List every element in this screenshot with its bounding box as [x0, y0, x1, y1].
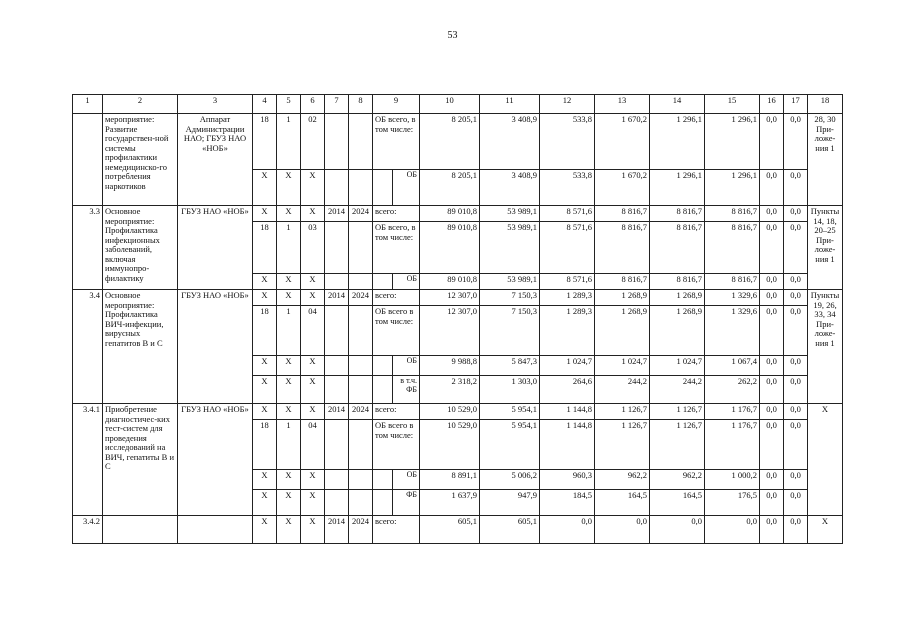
year-end-cell: [349, 490, 373, 516]
item-name: Основное мероприятие: Профилактика ВИЧ-инфекции, вирусных гепатитов В и С: [103, 290, 178, 404]
amount-cell: 53 989,1: [480, 222, 540, 274]
amount-cell: 1 126,7: [650, 420, 705, 470]
amount-cell: 8 571,6: [540, 274, 595, 290]
amount-cell: 89 010,8: [420, 206, 480, 222]
item-name: Приобретение диагностичес-ких тест-систем для проведения исследований на ВИЧ, гепатиты В и С: [103, 404, 178, 516]
funding-source-sub: в т.ч. ФБ: [393, 376, 420, 404]
funding-source-sub: ОБ: [393, 356, 420, 376]
amount-cell: 0,0: [760, 170, 784, 206]
code-cell: 18: [253, 114, 277, 170]
year-start-cell: [325, 222, 349, 274]
amount-cell: 1 289,3: [540, 306, 595, 356]
year-end-cell: [349, 420, 373, 470]
funding-source-indent: [373, 490, 393, 516]
code-cell: X: [301, 356, 325, 376]
year-start-cell: 2014: [325, 404, 349, 420]
amount-cell: 0,0: [784, 206, 808, 222]
amount-cell: 8 816,7: [705, 206, 760, 222]
code-cell: X: [301, 516, 325, 544]
amount-cell: 0,0: [784, 274, 808, 290]
amount-cell: 8 571,6: [540, 222, 595, 274]
code-cell: X: [253, 470, 277, 490]
amount-cell: 3 408,9: [480, 114, 540, 170]
amount-cell: 0,0: [784, 290, 808, 306]
funding-source-sub: ОБ: [393, 170, 420, 206]
header-cell: 4: [253, 95, 277, 114]
header-cell: 1: [73, 95, 103, 114]
code-cell: X: [253, 490, 277, 516]
amount-cell: 0,0: [760, 490, 784, 516]
header-cell: 13: [595, 95, 650, 114]
funding-source: ОБ всего, в том числе:: [373, 222, 420, 274]
amount-cell: 533,8: [540, 114, 595, 170]
item-name: [103, 516, 178, 544]
funding-source-indent: [373, 376, 393, 404]
code-cell: X: [301, 170, 325, 206]
item-executor: ГБУЗ НАО «НОБ»: [178, 206, 253, 290]
amount-cell: 0,0: [760, 114, 784, 170]
code-cell: X: [301, 490, 325, 516]
amount-cell: 264,6: [540, 376, 595, 404]
amount-cell: 0,0: [760, 306, 784, 356]
amount-cell: 1 126,7: [595, 420, 650, 470]
item-executor: [178, 516, 253, 544]
amount-cell: 1 289,3: [540, 290, 595, 306]
year-start-cell: [325, 114, 349, 170]
amount-cell: 164,5: [595, 490, 650, 516]
code-cell: X: [277, 274, 301, 290]
amount-cell: 1 637,9: [420, 490, 480, 516]
amount-cell: 0,0: [760, 274, 784, 290]
amount-cell: 1 067,4: [705, 356, 760, 376]
year-start-cell: [325, 490, 349, 516]
code-cell: X: [277, 470, 301, 490]
year-end-cell: [349, 222, 373, 274]
amount-cell: 0,0: [650, 516, 705, 544]
amount-cell: 0,0: [760, 290, 784, 306]
amount-cell: 0,0: [595, 516, 650, 544]
code-cell: X: [277, 356, 301, 376]
budget-table: [72, 94, 843, 544]
amount-cell: 0,0: [784, 420, 808, 470]
amount-cell: 0,0: [784, 306, 808, 356]
year-start-cell: [325, 274, 349, 290]
amount-cell: 0,0: [760, 516, 784, 544]
code-cell: X: [253, 356, 277, 376]
year-end-cell: [349, 170, 373, 206]
amount-cell: 1 024,7: [540, 356, 595, 376]
amount-cell: 2 318,2: [420, 376, 480, 404]
year-end-cell: [349, 356, 373, 376]
amount-cell: 0,0: [784, 516, 808, 544]
funding-source: ОБ всего, в том числе:: [373, 114, 420, 170]
amount-cell: 1 296,1: [650, 170, 705, 206]
amount-cell: 0,0: [784, 170, 808, 206]
item-note: X: [808, 404, 843, 516]
code-cell: X: [277, 516, 301, 544]
item-number: [73, 114, 103, 206]
code-cell: X: [301, 470, 325, 490]
amount-cell: 0,0: [760, 376, 784, 404]
funding-source-sub: ОБ: [393, 274, 420, 290]
amount-cell: 0,0: [784, 114, 808, 170]
amount-cell: 0,0: [784, 490, 808, 516]
code-cell: 1: [277, 114, 301, 170]
amount-cell: 176,5: [705, 490, 760, 516]
amount-cell: 1 296,1: [705, 170, 760, 206]
amount-cell: 1 268,9: [595, 290, 650, 306]
amount-cell: 0,0: [784, 470, 808, 490]
code-cell: X: [253, 404, 277, 420]
item-number: 3.4: [73, 290, 103, 404]
item-executor: ГБУЗ НАО «НОБ»: [178, 290, 253, 404]
amount-cell: 1 144,8: [540, 420, 595, 470]
amount-cell: 1 126,7: [650, 404, 705, 420]
amount-cell: 8 816,7: [595, 222, 650, 274]
code-cell: X: [277, 376, 301, 404]
amount-cell: 0,0: [540, 516, 595, 544]
amount-cell: 962,2: [595, 470, 650, 490]
page-number: 53: [447, 30, 458, 41]
amount-cell: 1 176,7: [705, 420, 760, 470]
amount-cell: 0,0: [784, 404, 808, 420]
item-name: мероприятие: Развитие государствен-ной системы профилактики немедицинско-го потребления наркотиков: [103, 114, 178, 206]
year-end-cell: 2024: [349, 290, 373, 306]
year-start-cell: [325, 170, 349, 206]
code-cell: X: [277, 404, 301, 420]
funding-source: всего:: [373, 516, 420, 544]
header-cell: 18: [808, 95, 843, 114]
item-number: 3.4.2: [73, 516, 103, 544]
code-cell: 02: [301, 114, 325, 170]
funding-source-sub: ОБ: [393, 470, 420, 490]
amount-cell: 7 150,3: [480, 290, 540, 306]
item-note: X: [808, 516, 843, 544]
amount-cell: 1 296,1: [650, 114, 705, 170]
item-number: 3.3: [73, 206, 103, 290]
amount-cell: 8 816,7: [705, 222, 760, 274]
year-start-cell: [325, 376, 349, 404]
amount-cell: 244,2: [650, 376, 705, 404]
code-cell: X: [253, 274, 277, 290]
amount-cell: 10 529,0: [420, 404, 480, 420]
amount-cell: 0,0: [784, 376, 808, 404]
year-start-cell: [325, 470, 349, 490]
amount-cell: 89 010,8: [420, 222, 480, 274]
funding-source-sub: ФБ: [393, 490, 420, 516]
amount-cell: 1 296,1: [705, 114, 760, 170]
amount-cell: 947,9: [480, 490, 540, 516]
amount-cell: 605,1: [480, 516, 540, 544]
code-cell: 18: [253, 222, 277, 274]
amount-cell: 8 816,7: [595, 206, 650, 222]
header-cell: 12: [540, 95, 595, 114]
table-row: [73, 290, 843, 306]
amount-cell: 3 408,9: [480, 170, 540, 206]
header-cell: 5: [277, 95, 301, 114]
amount-cell: 1 024,7: [595, 356, 650, 376]
year-start-cell: 2014: [325, 516, 349, 544]
code-cell: X: [301, 274, 325, 290]
item-executor: Аппарат Администрации НАО; ГБУЗ НАО «НОБ»: [178, 114, 253, 206]
amount-cell: 184,5: [540, 490, 595, 516]
year-start-cell: [325, 420, 349, 470]
code-cell: X: [277, 290, 301, 306]
amount-cell: 12 307,0: [420, 290, 480, 306]
header-cell: 16: [760, 95, 784, 114]
code-cell: X: [301, 376, 325, 404]
amount-cell: 0,0: [760, 404, 784, 420]
amount-cell: 5 954,1: [480, 404, 540, 420]
code-cell: X: [253, 206, 277, 222]
amount-cell: 0,0: [705, 516, 760, 544]
item-note: Пункты 14, 18, 20–25 При-ложе-ния 1: [808, 206, 843, 290]
code-cell: 1: [277, 306, 301, 356]
funding-source: ОБ всего в том числе:: [373, 420, 420, 470]
amount-cell: 0,0: [760, 470, 784, 490]
year-end-cell: [349, 376, 373, 404]
item-name: Основное мероприятие: Профилактика инфекционных заболеваний, включая иммунопро-филактику: [103, 206, 178, 290]
table-row: [73, 404, 843, 420]
funding-source: всего:: [373, 290, 420, 306]
code-cell: X: [301, 290, 325, 306]
item-note: Пункты 19, 26, 33, 34 При-ложе-ния 1: [808, 290, 843, 404]
amount-cell: 5 006,2: [480, 470, 540, 490]
table-row: [73, 114, 843, 170]
year-start-cell: [325, 306, 349, 356]
item-executor: ГБУЗ НАО «НОБ»: [178, 404, 253, 516]
code-cell: 18: [253, 306, 277, 356]
amount-cell: 1 670,2: [595, 114, 650, 170]
amount-cell: 53 989,1: [480, 206, 540, 222]
code-cell: X: [277, 170, 301, 206]
amount-cell: 0,0: [760, 356, 784, 376]
year-end-cell: [349, 114, 373, 170]
year-start-cell: 2014: [325, 290, 349, 306]
amount-cell: 9 988,8: [420, 356, 480, 376]
code-cell: X: [301, 404, 325, 420]
item-number: 3.4.1: [73, 404, 103, 516]
amount-cell: 7 150,3: [480, 306, 540, 356]
code-cell: 18: [253, 420, 277, 470]
amount-cell: 8 816,7: [650, 206, 705, 222]
amount-cell: 1 329,6: [705, 290, 760, 306]
amount-cell: 8 571,6: [540, 206, 595, 222]
amount-cell: 1 268,9: [650, 306, 705, 356]
header-cell: 7: [325, 95, 349, 114]
amount-cell: 1 000,2: [705, 470, 760, 490]
amount-cell: 8 816,7: [650, 274, 705, 290]
code-cell: X: [277, 490, 301, 516]
amount-cell: 0,0: [784, 356, 808, 376]
amount-cell: 8 816,7: [595, 274, 650, 290]
funding-source-indent: [373, 356, 393, 376]
code-cell: 04: [301, 306, 325, 356]
amount-cell: 8 205,1: [420, 170, 480, 206]
amount-cell: 8 205,1: [420, 114, 480, 170]
amount-cell: 1 268,9: [650, 290, 705, 306]
header-row: [73, 95, 843, 114]
code-cell: 04: [301, 420, 325, 470]
amount-cell: 1 176,7: [705, 404, 760, 420]
amount-cell: 1 329,6: [705, 306, 760, 356]
year-end-cell: [349, 274, 373, 290]
header-cell: 10: [420, 95, 480, 114]
amount-cell: 1 126,7: [595, 404, 650, 420]
amount-cell: 12 307,0: [420, 306, 480, 356]
amount-cell: 1 024,7: [650, 356, 705, 376]
year-start-cell: [325, 356, 349, 376]
year-end-cell: 2024: [349, 404, 373, 420]
amount-cell: 605,1: [420, 516, 480, 544]
amount-cell: 0,0: [784, 222, 808, 274]
funding-source: всего:: [373, 404, 420, 420]
amount-cell: 1 268,9: [595, 306, 650, 356]
amount-cell: 1 303,0: [480, 376, 540, 404]
amount-cell: 89 010,8: [420, 274, 480, 290]
code-cell: X: [253, 170, 277, 206]
amount-cell: 8 816,7: [650, 222, 705, 274]
year-end-cell: [349, 306, 373, 356]
amount-cell: 262,2: [705, 376, 760, 404]
code-cell: 03: [301, 222, 325, 274]
amount-cell: 244,2: [595, 376, 650, 404]
table-row: [73, 206, 843, 222]
code-cell: X: [253, 376, 277, 404]
year-end-cell: [349, 470, 373, 490]
header-cell: 2: [103, 95, 178, 114]
amount-cell: 5 954,1: [480, 420, 540, 470]
amount-cell: 5 847,3: [480, 356, 540, 376]
amount-cell: 1 144,8: [540, 404, 595, 420]
amount-cell: 164,5: [650, 490, 705, 516]
header-cell: 6: [301, 95, 325, 114]
amount-cell: 8 891,1: [420, 470, 480, 490]
header-cell: 3: [178, 95, 253, 114]
funding-source: всего:: [373, 206, 420, 222]
code-cell: X: [277, 206, 301, 222]
amount-cell: 0,0: [760, 420, 784, 470]
amount-cell: 1 670,2: [595, 170, 650, 206]
code-cell: X: [253, 516, 277, 544]
header-cell: 17: [784, 95, 808, 114]
funding-source-indent: [373, 274, 393, 290]
code-cell: X: [301, 206, 325, 222]
amount-cell: 10 529,0: [420, 420, 480, 470]
amount-cell: 533,8: [540, 170, 595, 206]
amount-cell: 0,0: [760, 206, 784, 222]
year-start-cell: 2014: [325, 206, 349, 222]
year-end-cell: 2024: [349, 206, 373, 222]
funding-source-indent: [373, 170, 393, 206]
header-cell: 15: [705, 95, 760, 114]
header-cell: 11: [480, 95, 540, 114]
item-note: 28, 30 При-ложе-ния 1: [808, 114, 843, 206]
amount-cell: 53 989,1: [480, 274, 540, 290]
table-row: [73, 516, 843, 544]
code-cell: 1: [277, 420, 301, 470]
amount-cell: 0,0: [760, 222, 784, 274]
amount-cell: 8 816,7: [705, 274, 760, 290]
header-cell: 9: [373, 95, 420, 114]
amount-cell: 962,2: [650, 470, 705, 490]
amount-cell: 960,3: [540, 470, 595, 490]
funding-source: ОБ всего в том числе:: [373, 306, 420, 356]
code-cell: X: [253, 290, 277, 306]
header-cell: 8: [349, 95, 373, 114]
code-cell: 1: [277, 222, 301, 274]
header-cell: 14: [650, 95, 705, 114]
funding-source-indent: [373, 470, 393, 490]
year-end-cell: 2024: [349, 516, 373, 544]
